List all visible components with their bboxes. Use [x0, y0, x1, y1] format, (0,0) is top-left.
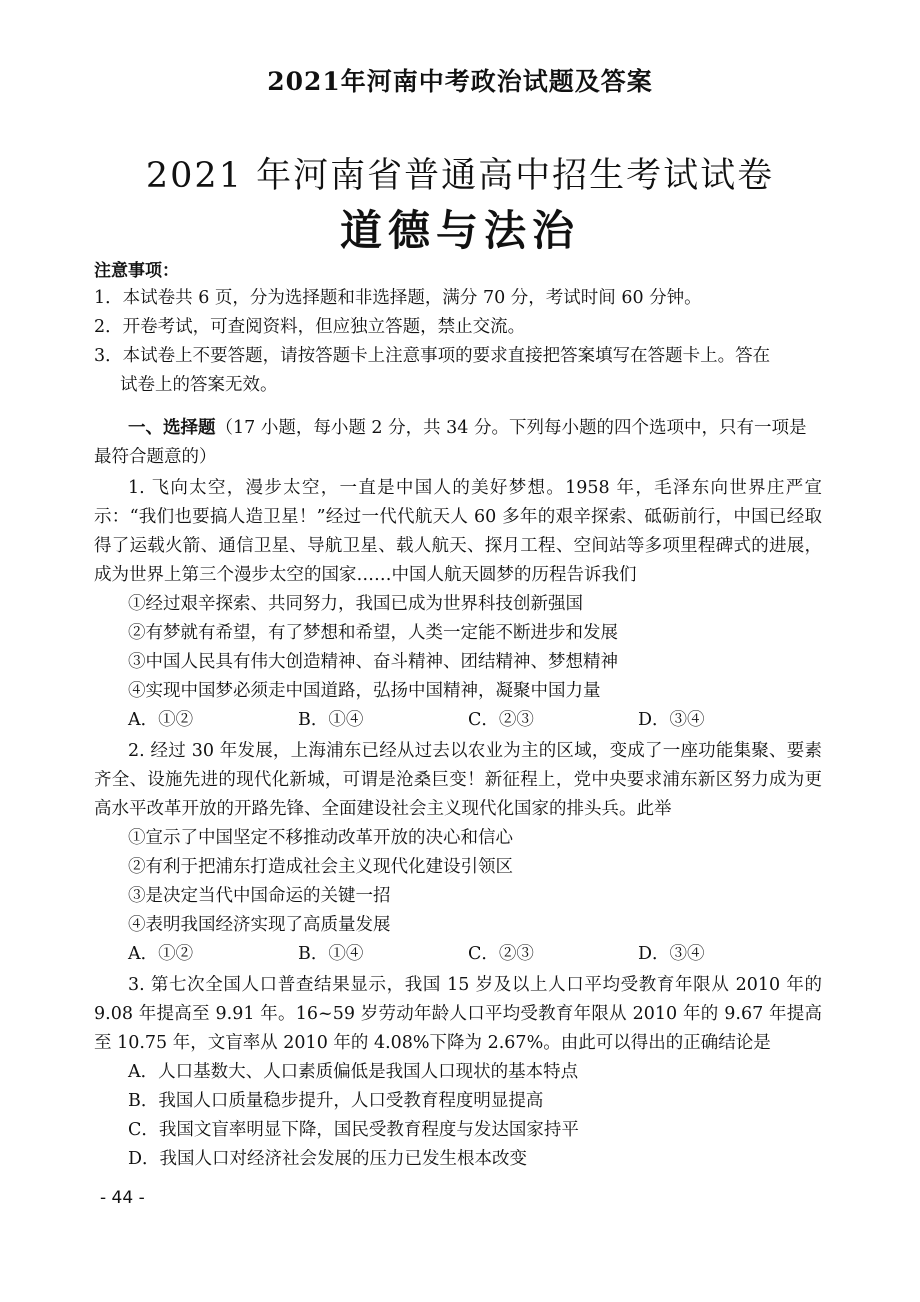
question-options: [94, 940, 822, 969]
document-header-title: 2021年河南中考政治试题及答案: [267, 67, 653, 96]
question-statement: ③是决定当代中国命运的关键一招: [128, 886, 391, 906]
notice-item: 1．本试卷共 6 页，分为选择题和非选择题，满分 70 分，考试时间 60 分钟。: [94, 288, 702, 308]
question-statement: ①宣示了中国坚定不移推动改革开放的决心和信心: [128, 828, 513, 848]
question-3: [94, 971, 822, 1174]
option-a: A．①②: [128, 944, 194, 964]
option-b: B．①④: [298, 710, 364, 730]
notice-block: [94, 258, 824, 400]
option-d: D．我国人口对经济社会发展的压力已发生根本改变: [128, 1149, 528, 1169]
question-statement: ②有梦就有希望，有了梦想和希望，人类一定能不断进步和发展: [128, 623, 618, 643]
section-instruction: （17 小题，每小题 2 分，共 34 分。下列每小题的四个选项中，只有一项是最符合题意的）: [94, 418, 807, 467]
question-2: [94, 737, 822, 969]
notice-heading: 注意事项：: [94, 261, 179, 281]
question-statement: ④表明我国经济实现了高质量发展: [128, 915, 391, 935]
exam-title: 2021 年河南省普通高中招生考试试卷: [145, 156, 775, 196]
option-c: C．我国文盲率明显下降，国民受教育程度与发达国家持平: [128, 1120, 579, 1140]
section-label: 一、选择题: [128, 418, 216, 438]
option-a: A．①②: [128, 710, 194, 730]
notice-item: 3．本试卷上不要答题，请按答题卡上注意事项的要求直接把答案填写在答题卡上。答在: [94, 346, 771, 366]
question-stem: 1. 飞向太空，漫步太空，一直是中国人的美好梦想。1958 年，毛泽东向世界庄严宣示：“我们也要搞人造卫星！”经过一代代航天人 60 多年的艰辛探索、砥砺前行，中国已经取得了运载火箭、通信卫星、导航卫星、载人航天、探月工程、空间站等多项里程碑式的进展，成为世界上第三个漫步太空的国家……中国人航天圆梦的历程告诉我们: [94, 478, 822, 585]
choice-section: [94, 414, 822, 1174]
option-d: D．③④: [638, 944, 705, 964]
section-heading: [94, 414, 822, 472]
notice-item-continuation: 试卷上的答案无效。: [120, 375, 278, 395]
question-1: [94, 474, 822, 735]
subject-title: 道德与法治: [339, 206, 580, 255]
option-b: B．①④: [298, 944, 364, 964]
question-stem: 2. 经过 30 年发展，上海浦东已经从过去以农业为主的区域，变成了一座功能集聚、要素齐全、设施先进的现代化新城，可谓是沧桑巨变！新征程上，党中央要求浦东新区努力成为更高水平改革开放的开路先锋、全面建设社会主义现代化国家的排头兵。此举: [94, 741, 822, 819]
question-statement: ①经过艰辛探索、共同努力，我国已成为世界科技创新强国: [128, 594, 583, 614]
option-c: C．②③: [468, 944, 534, 964]
question-statement: ④实现中国梦必须走中国道路，弘扬中国精神，凝聚中国力量: [128, 681, 601, 701]
notice-item: 2．开卷考试，可查阅资料，但应独立答题，禁止交流。: [94, 317, 526, 337]
option-b: B．我国人口质量稳步提升，人口受教育程度明显提高: [128, 1091, 544, 1111]
option-c: C．②③: [468, 710, 534, 730]
option-a: A．人口基数大、人口素质偏低是我国人口现状的基本特点: [128, 1062, 579, 1082]
question-statement: ②有利于把浦东打造成社会主义现代化建设引领区: [128, 857, 513, 877]
page-number: - 44 -: [100, 1188, 145, 1208]
question-options: [94, 706, 822, 735]
option-d: D．③④: [638, 710, 705, 730]
question-stem: 3. 第七次全国人口普查结果显示，我国 15 岁及以上人口平均受教育年限从 2010 年的 9.08 年提高至 9.91 年。16~59 岁劳动年龄人口平均受教育年限从 2010 年的 9.67 年提高至 10.75 年，文盲率从 2010 年的 4.08%下降为 2.67%。由此可以得出的正确结论是: [94, 975, 822, 1053]
question-statement: ③中国人民具有伟大创造精神、奋斗精神、团结精神、梦想精神: [128, 652, 618, 672]
